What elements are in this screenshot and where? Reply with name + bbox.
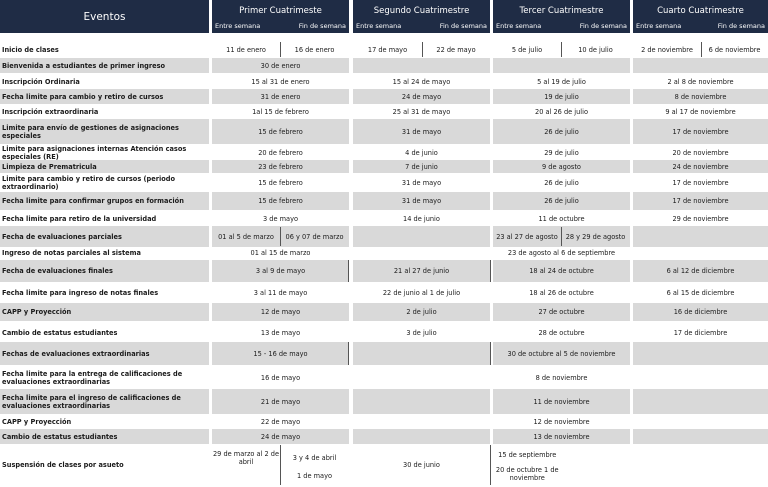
q4-date: 8 de noviembre xyxy=(674,92,727,101)
quarter-title: Tercer Cuatrimestre xyxy=(519,6,604,16)
cell-divider xyxy=(280,42,281,57)
table-row xyxy=(0,145,768,160)
q4-entre-semana: 2 de noviembre xyxy=(641,45,693,54)
q1-fin-de-semana-2: 1 de mayo xyxy=(296,472,333,480)
header-eventos: Eventos xyxy=(0,0,209,33)
q4-date: 6 al 15 de diciembre xyxy=(666,289,735,297)
header-quarter-3 xyxy=(493,0,630,33)
header-quarter-4 xyxy=(633,0,768,33)
q1-entre-semana: 11 de enero xyxy=(226,45,266,54)
q2-date: 15 al 24 de mayo xyxy=(392,77,451,86)
event-label: Fecha limite para cambio y retiro de cursos xyxy=(2,92,164,101)
q2-date: 31 de mayo xyxy=(401,127,442,136)
header-quarter-1 xyxy=(212,0,349,33)
q1-fin-de-semana: 16 de enero xyxy=(294,45,335,54)
q2-date: 4 de junio xyxy=(405,148,438,157)
q1-date: 3 al 11 de mayo xyxy=(253,289,308,297)
q1-date: 20 de febrero xyxy=(258,148,303,157)
q1-date: 01 al 15 de marzo xyxy=(250,249,311,257)
event-label: Limite para envío de gestiones de asignaciones especiales xyxy=(2,123,179,140)
q2-date: 7 de junio xyxy=(405,162,438,171)
q4-date: 6 al 12 de diciembre xyxy=(666,267,735,275)
q3-entre-semana: 5 de julio xyxy=(511,45,543,54)
q3-date: 26 de julio xyxy=(544,127,579,136)
q4-date: 17 de noviembre xyxy=(672,127,729,136)
quarter-title: Segundo Cuatrimestre xyxy=(373,6,470,16)
q1-fin-de-semana: 06 y 07 de marzo xyxy=(285,232,344,241)
row-shade xyxy=(353,389,490,414)
q3-date: 26 de julio xyxy=(544,178,579,187)
q1-entre-semana: 01 al 5 de marzo xyxy=(218,232,274,241)
cell-divider xyxy=(490,445,491,485)
q1-date: 15 de febrero xyxy=(258,197,303,205)
table-row xyxy=(0,246,768,260)
q1-date: 3 al 9 de mayo xyxy=(255,267,306,275)
q2-date: 2 de julio xyxy=(406,308,437,316)
q3-date: 12 de noviembre xyxy=(533,417,590,426)
table-row xyxy=(0,389,768,414)
row-shade xyxy=(493,58,630,73)
q1-date: 1al 15 de febrero xyxy=(252,107,309,116)
q1-date: 30 de enero xyxy=(260,61,301,70)
cell-divider xyxy=(422,42,423,57)
table-row xyxy=(0,41,768,58)
fin-semana-label: Fin de semana xyxy=(439,22,487,30)
fin-semana-label: Fin de semana xyxy=(717,22,765,30)
q1-fin-de-semana-1: 3 y 4 de abril xyxy=(292,454,337,462)
fin-semana-label: Fin de semana xyxy=(579,22,627,30)
table-row xyxy=(0,74,768,89)
quarter-subheader xyxy=(493,22,630,31)
event-label: Ingreso de notas parciales al sistema xyxy=(2,249,141,257)
row-shade xyxy=(353,58,490,73)
cell-divider xyxy=(701,42,702,57)
q3-entre-semana: 23 al 27 de agosto xyxy=(496,232,558,241)
row-shade xyxy=(633,429,768,444)
table-row xyxy=(0,365,768,390)
event-label: Inicio de clases xyxy=(2,45,59,54)
cell-divider xyxy=(490,260,491,282)
q1-date: 22 de mayo xyxy=(260,417,301,426)
q3-date: 26 de julio xyxy=(544,197,579,205)
q2-date: 30 de junio xyxy=(403,461,440,469)
event-label: CAPP y Proyección xyxy=(2,417,72,426)
q1-date: 13 de mayo xyxy=(260,328,301,337)
q4-fin-de-semana: 6 de noviembre xyxy=(708,45,761,54)
event-label: Limite para cambio y retiro de cursos (periodo extraordinario) xyxy=(2,174,176,191)
table-row xyxy=(0,226,768,247)
q3-date: 9 de agosto xyxy=(542,162,581,171)
q2-date: 22 de junio al 1 de julio xyxy=(382,289,461,297)
event-label: CAPP y Proyección xyxy=(2,308,72,316)
q1-date: 3 de mayo xyxy=(262,214,299,223)
q2-fin-de-semana: 22 de mayo xyxy=(436,45,476,54)
q2-date: 25 al 31 de mayo xyxy=(392,107,451,116)
entre-semana-label: Entre semana xyxy=(356,22,402,30)
event-label: Limite para asignaciones internas Atención casos especiales (RE) xyxy=(2,144,187,161)
q4-date: 17 de noviembre xyxy=(672,197,729,205)
table-row xyxy=(0,104,768,119)
q2-date: 14 de junio xyxy=(403,214,440,223)
q4-date: 29 de noviembre xyxy=(672,214,729,223)
quarter-title: Cuarto Cuatrimestre xyxy=(657,6,744,16)
q3-date: 18 al 26 de octubre xyxy=(529,289,594,297)
table-row xyxy=(0,283,768,303)
q3-date: 8 de noviembre xyxy=(535,373,588,382)
cell-divider xyxy=(280,445,281,485)
header-quarter-2 xyxy=(353,0,490,33)
q3-date-2: 20 de octubre 1 de noviembre xyxy=(495,466,559,482)
quarter-subheader xyxy=(633,22,768,31)
entre-semana-label: Entre semana xyxy=(496,22,542,30)
q3-date: 20 al 26 de julio xyxy=(535,107,588,116)
q4-date: 17 de diciembre xyxy=(673,328,728,337)
event-label: Cambio de estatus estudiantes xyxy=(2,328,118,337)
q3-date: 5 al 19 de julio xyxy=(537,77,586,86)
entre-semana-label: Entre semana xyxy=(215,22,261,30)
q2-date: 21 al 27 de junio xyxy=(393,267,450,275)
q3-date: 28 de octubre xyxy=(538,328,585,337)
event-label: Fecha limite para retiro de la universidad xyxy=(2,214,157,223)
table-row xyxy=(0,192,768,210)
table-row xyxy=(0,174,768,191)
q1-entre-semana: 29 de marzo al 2 de abril xyxy=(212,450,280,466)
q3-date: 29 de julio xyxy=(544,148,579,157)
cell-divider xyxy=(348,342,349,365)
quarter-title: Primer Cuatrimeste xyxy=(239,6,322,16)
row-shade xyxy=(633,389,768,414)
event-label: Fecha limite para el ingreso de calificaciones de evaluaciones extraordinarias xyxy=(2,393,181,410)
q1-date: 12 de mayo xyxy=(260,308,301,316)
q4-date: 9 al 17 de noviembre xyxy=(665,107,736,116)
event-label: Fecha limite para la entrega de calificaciones de evaluaciones extraordinarias xyxy=(2,369,183,386)
event-label: Fechas de evaluaciones extraordinarias xyxy=(2,349,150,358)
q3-date: 18 al 24 de octubre xyxy=(529,267,594,275)
row-shade xyxy=(353,342,490,365)
q1-date: 23 de febrero xyxy=(258,162,303,171)
q1-date: 24 de mayo xyxy=(260,432,301,441)
table-row xyxy=(0,429,768,444)
q3-date-1: 15 de septiembre xyxy=(498,450,557,459)
q3-date: 27 de octubre xyxy=(538,308,585,316)
event-label: Fecha de evaluaciones finales xyxy=(2,267,113,275)
event-label: Fecha de evaluaciones parciales xyxy=(2,232,122,241)
quarter-subheader xyxy=(353,22,490,31)
cell-divider xyxy=(490,342,491,365)
table-row xyxy=(0,160,768,173)
row-shade xyxy=(633,342,768,365)
cell-divider xyxy=(561,227,562,246)
table-row xyxy=(0,210,768,227)
table-row xyxy=(0,303,768,321)
cell-divider xyxy=(348,260,349,282)
entre-semana-label: Entre semana xyxy=(636,22,682,30)
q2-date: 31 de mayo xyxy=(401,178,442,187)
q1-date: 15 - 16 de mayo xyxy=(253,349,308,358)
q4-date: 24 de noviembre xyxy=(672,162,729,171)
q3-date: 11 de noviembre xyxy=(533,397,590,406)
table-row xyxy=(0,415,768,428)
table-row xyxy=(0,445,768,485)
q2-date: 3 de julio xyxy=(406,328,437,337)
fin-semana-label: Fin de semana xyxy=(298,22,346,30)
q4-date: 17 de noviembre xyxy=(672,178,729,187)
table-row xyxy=(0,89,768,104)
row-shade xyxy=(633,226,768,247)
table-row xyxy=(0,119,768,144)
q1-date: 15 de febrero xyxy=(258,178,303,187)
event-label: Bienvenida a estudiantes de primer ingreso xyxy=(2,61,166,70)
cell-divider xyxy=(280,227,281,246)
row-shade xyxy=(633,58,768,73)
q1-date: 21 de mayo xyxy=(260,397,301,406)
q2-date: 31 de mayo xyxy=(401,197,442,205)
q2-entre-semana: 17 de mayo xyxy=(367,45,408,54)
event-label: Fecha limite para ingreso de notas finales xyxy=(2,289,159,297)
event-label: Inscripción Ordinaria xyxy=(2,77,80,86)
q1-date: 16 de mayo xyxy=(260,373,301,382)
event-label: Inscripción extraordinaria xyxy=(2,107,99,116)
q3-fin-de-semana: 10 de julio xyxy=(578,45,613,54)
q3-date: 30 de octubre al 5 de noviembre xyxy=(507,349,616,358)
q3-date: 11 de octubre xyxy=(538,214,585,223)
table-row xyxy=(0,58,768,73)
q4-date: 16 de diciembre xyxy=(673,308,728,316)
row-shade xyxy=(353,429,490,444)
event-label: Suspensión de clases por asueto xyxy=(2,461,124,469)
table-row xyxy=(0,322,768,343)
table-row xyxy=(0,342,768,365)
q1-date: 31 de enero xyxy=(260,92,301,101)
cell-divider xyxy=(561,42,562,57)
q4-date: 20 de noviembre xyxy=(672,148,729,157)
q1-date: 15 de febrero xyxy=(258,127,303,136)
q4-date: 2 al 8 de noviembre xyxy=(667,77,734,86)
table-row xyxy=(0,260,768,282)
event-label: Cambio de estatus estudiantes xyxy=(2,432,118,441)
event-label: Fecha limite para confirmar grupos en formación xyxy=(2,197,184,205)
event-label: Limpieza de Prematricula xyxy=(2,162,97,171)
q3-fin-de-semana: 28 y 29 de agosto xyxy=(565,232,626,241)
q3-date: 19 de julio xyxy=(544,92,579,101)
q3-date: 23 de agosto al 6 de septiembre xyxy=(507,249,616,257)
q2-date: 24 de mayo xyxy=(401,92,442,101)
row-shade xyxy=(353,226,490,247)
q3-date: 13 de noviembre xyxy=(533,432,590,441)
q1-date: 15 al 31 de enero xyxy=(251,77,310,86)
quarter-subheader xyxy=(212,22,349,31)
